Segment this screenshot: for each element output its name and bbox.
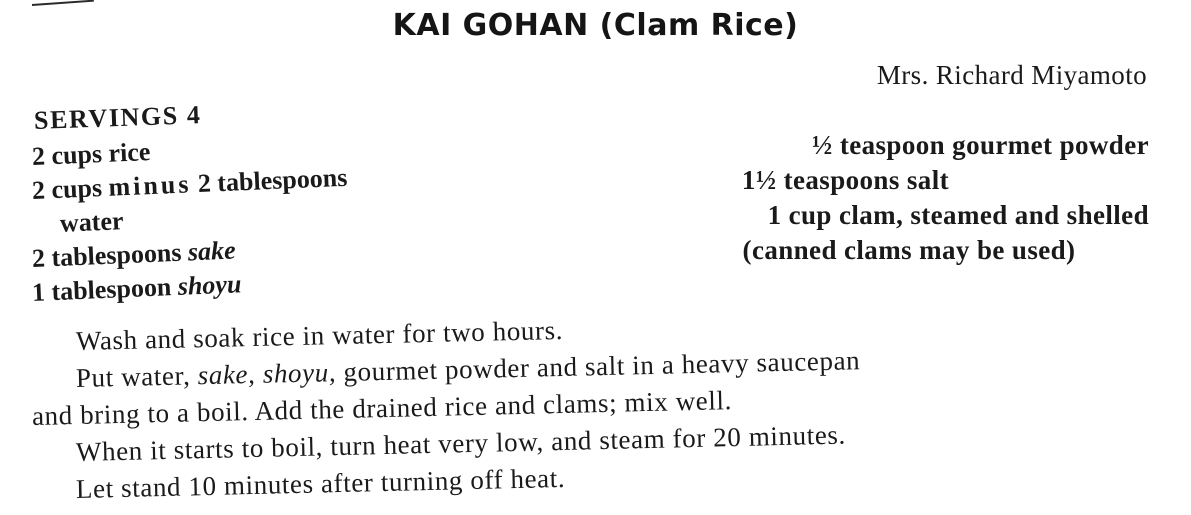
ingredient-sake-qty: 2 tablespoons bbox=[31, 237, 189, 273]
ingredient-rice-text: 2 cups rice bbox=[31, 137, 151, 171]
ingredient-sake-item: sake bbox=[187, 235, 237, 267]
method-step-2-shoyu: shoyu, bbox=[262, 357, 337, 389]
method-instructions bbox=[31, 314, 1152, 509]
method-step-2-sake: sake, bbox=[197, 358, 256, 391]
ingredients-right-column bbox=[629, 128, 1149, 268]
method-step-3: When it starts to boil, turn heat very low, and steam for 20 minutes. bbox=[75, 419, 847, 467]
ingredients-left-column bbox=[31, 137, 552, 310]
recipe-author: Mrs. Richard Miyamoto bbox=[876, 60, 1147, 90]
servings-label: SERVINGS 4 bbox=[33, 100, 202, 135]
ingredient-clam-note: (canned clams may be used) bbox=[742, 235, 1076, 265]
recipe-title: KAI GOHAN (Clam Rice) bbox=[392, 8, 799, 43]
method-step-2-a: Put water, bbox=[75, 360, 199, 393]
method-step-1: Wash and soak rice in water for two hours. bbox=[75, 314, 564, 356]
ingredient-water-minus: minus bbox=[107, 169, 192, 202]
ingredient-water-qty: 2 cups bbox=[31, 173, 103, 205]
ingredient-water-cont-text: water bbox=[59, 206, 125, 238]
ingredient-salt: 1½ teaspoons salt bbox=[741, 165, 949, 195]
method-step-4: Let stand 10 minutes after turning off heat. bbox=[75, 462, 566, 504]
ingredient-gourmet-powder: ½ teaspoon gourmet powder bbox=[812, 130, 1149, 160]
ingredient-shoyu-qty: 1 tablespoon bbox=[31, 271, 179, 307]
method-step-2-continued: and bring to a boil. Add the drained rice and clams; mix well. bbox=[31, 385, 733, 431]
ingredient-water-rest: 2 tablespoons bbox=[197, 162, 348, 199]
ingredient-shoyu-item: shoyu bbox=[177, 269, 242, 301]
decorative-rule bbox=[32, 0, 94, 6]
ingredient-clam: 1 cup clam, steamed and shelled bbox=[767, 200, 1149, 230]
method-step-2-c: gourmet powder and salt in a heavy saucepan bbox=[335, 345, 861, 388]
